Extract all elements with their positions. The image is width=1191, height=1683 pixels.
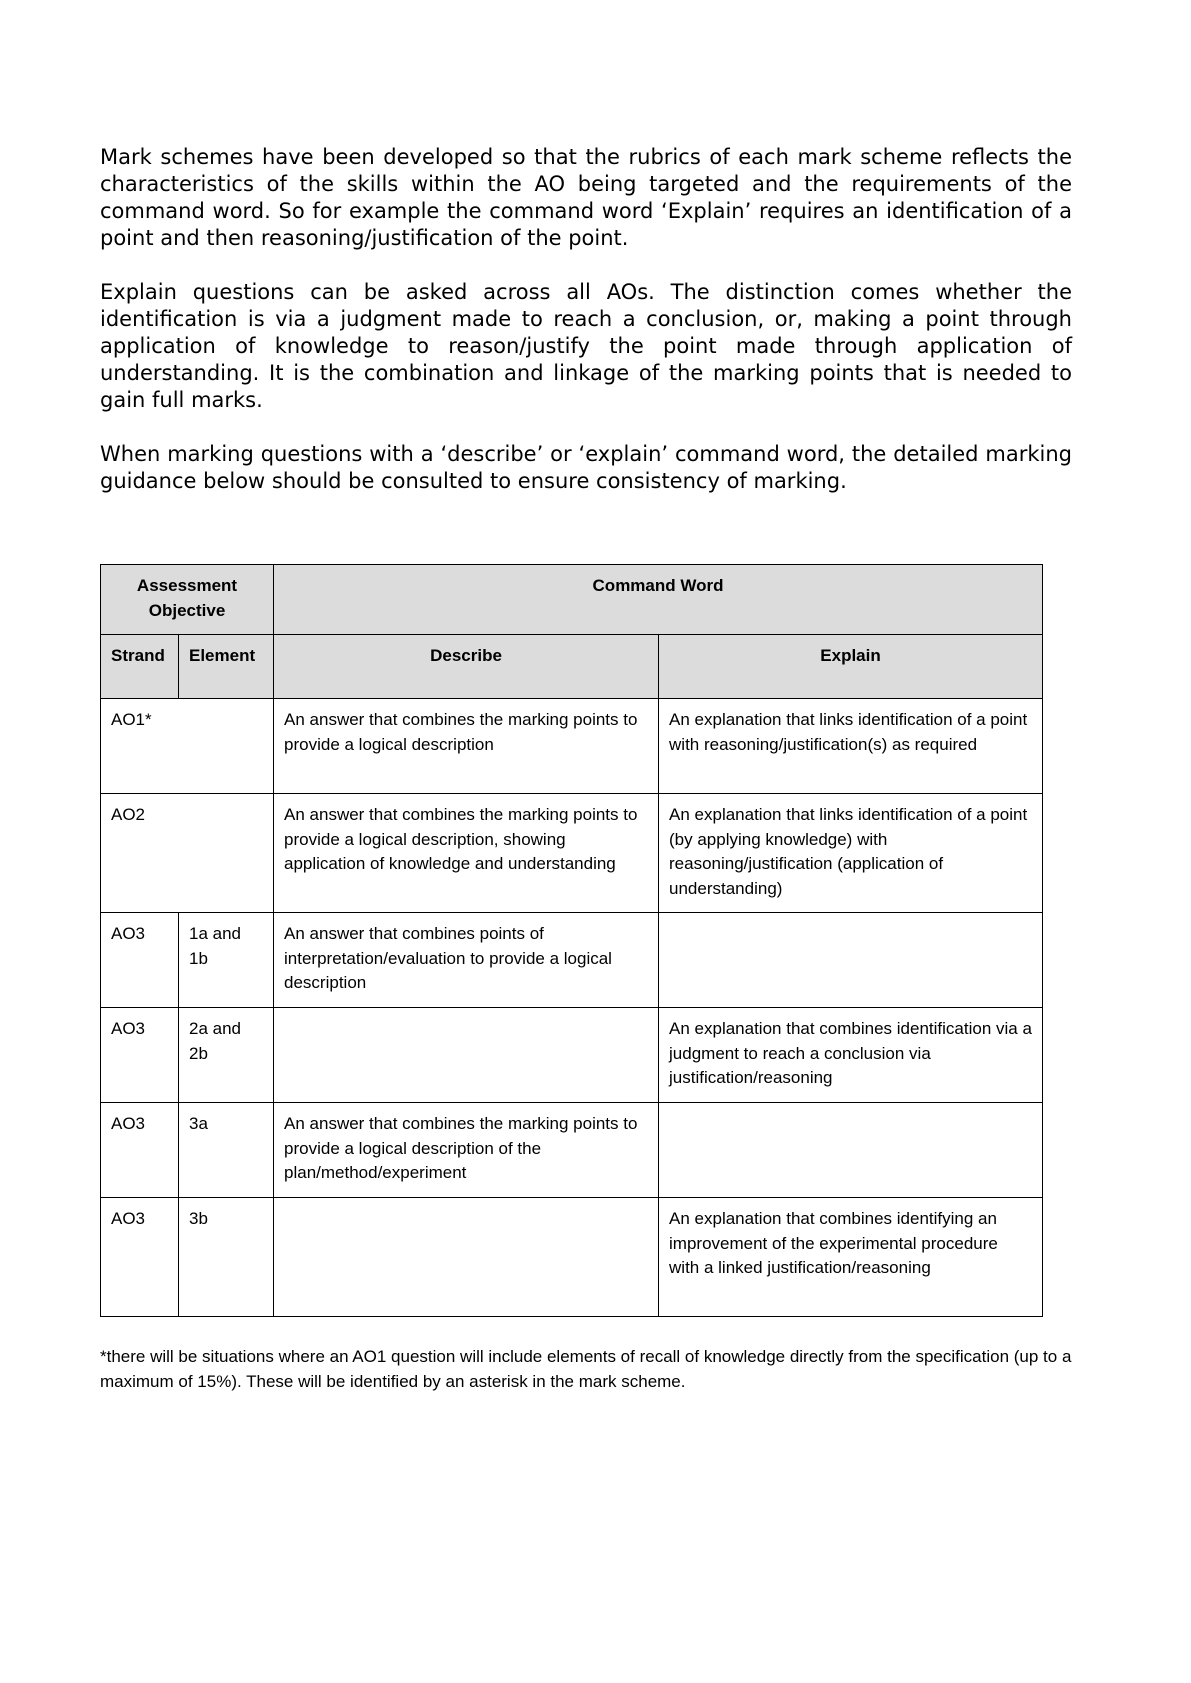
describe-header: Describe <box>274 635 659 699</box>
table-header-row <box>101 565 1043 635</box>
strand-cell: AO3 <box>101 1198 179 1317</box>
intro-text <box>100 144 1072 522</box>
command-word-table <box>100 564 1043 1317</box>
describe-cell <box>274 1198 659 1317</box>
element-cell <box>179 699 274 794</box>
explain-header: Explain <box>659 635 1043 699</box>
describe-cell <box>274 1008 659 1103</box>
intro-paragraph: Explain questions can be asked across all AOs. The distinction comes whether the identification is via a judgment made to reach a conclusion, or, making a point through application of knowledge to reason/justify the point made through application of understanding. It is the combination and linkage of the marking points that is needed to gain full marks. <box>100 280 1072 412</box>
element-cell: 2a and 2b <box>179 1008 274 1103</box>
describe-cell: An answer that combines the marking points to provide a logical description, showing application of knowledge and understanding <box>274 794 659 913</box>
table-subheader-row <box>101 635 1043 699</box>
describe-cell: An answer that combines the marking points to provide a logical description of the plan/method/experiment <box>274 1103 659 1198</box>
element-cell: 3a <box>179 1103 274 1198</box>
strand-cell: AO1* <box>101 699 179 794</box>
element-cell: 3b <box>179 1198 274 1317</box>
element-cell: 1a and 1b <box>179 913 274 1008</box>
explain-cell: An explanation that links identification of a point (by applying knowledge) with reasoning/justification (application of understanding) <box>659 794 1043 913</box>
table-row <box>101 1198 1043 1317</box>
intro-paragraph: Mark schemes have been developed so that the rubrics of each mark scheme reflects the characteristics of the skills within the AO being targeted and the requirements of the command word. So for example the command word ‘Explain’ requires an identification of a point and then reasoning/justification of the point. <box>100 145 1072 250</box>
explain-cell <box>659 1103 1043 1198</box>
explain-cell: An explanation that links identification of a point with reasoning/justification(s) as required <box>659 699 1043 794</box>
table-row <box>101 794 1043 913</box>
explain-cell <box>659 913 1043 1008</box>
element-cell <box>179 794 274 913</box>
describe-cell: An answer that combines the marking points to provide a logical description <box>274 699 659 794</box>
command-word-header: Command Word <box>274 565 1043 635</box>
strand-cell: AO3 <box>101 1008 179 1103</box>
intro-paragraph: When marking questions with a ‘describe’ or ‘explain’ command word, the detailed marking guidance below should be consulted to ensure consistency of marking. <box>100 442 1072 493</box>
explain-cell: An explanation that combines identification via a judgment to reach a conclusion via justification/reasoning <box>659 1008 1043 1103</box>
strand-cell: AO2 <box>101 794 179 913</box>
strand-header: Strand <box>101 635 179 699</box>
explain-cell: An explanation that combines identifying an improvement of the experimental procedure with a linked justification/reasoning <box>659 1198 1043 1317</box>
table-row <box>101 913 1043 1008</box>
footnote: *there will be situations where an AO1 question will include elements of recall of knowledge directly from the specification (up to a maximum of 15%). These will be identified by an asterisk in the mark scheme. <box>100 1347 1072 1391</box>
describe-cell: An answer that combines points of interpretation/evaluation to provide a logical description <box>274 913 659 1008</box>
table-row <box>101 1008 1043 1103</box>
assessment-objective-header: Assessment Objective <box>101 565 274 635</box>
table-row <box>101 699 1043 794</box>
strand-cell: AO3 <box>101 1103 179 1198</box>
table-row <box>101 1103 1043 1198</box>
element-header: Element <box>179 635 274 699</box>
strand-cell: AO3 <box>101 913 179 1008</box>
